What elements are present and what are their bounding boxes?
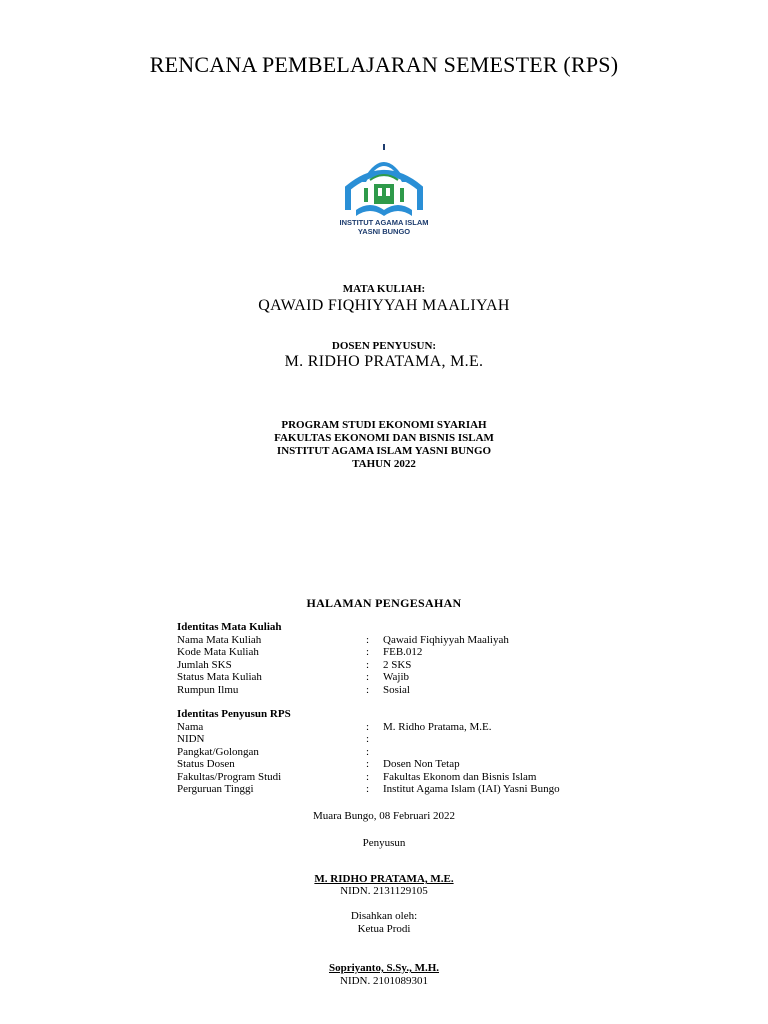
identity-row-separator: : <box>366 671 370 683</box>
identity-row-value: Wajib <box>383 671 409 683</box>
approver-name: Sopriyanto, S.Sy., M.H. <box>328 962 440 974</box>
document-title: RENCANA PEMBELAJARAN SEMESTER (RPS) <box>149 52 619 77</box>
place-and-date: Muara Bungo, 08 Februari 2022 <box>312 810 456 822</box>
identity-row <box>177 659 597 672</box>
approver-nidn: NIDN. 2101089301 <box>340 975 428 987</box>
identity-row-label: Perguruan Tinggi <box>177 783 254 795</box>
identity-row-label: Kode Mata Kuliah <box>177 646 259 658</box>
drafter-name: M. RIDHO PRATAMA, M.E. <box>314 873 454 885</box>
identity-row-value: Qawaid Fiqhiyyah Maaliyah <box>383 633 509 646</box>
identity-row <box>177 671 597 684</box>
identity-row-separator: : <box>366 633 370 646</box>
lecturer-label: DOSEN PENYUSUN: <box>331 340 437 352</box>
identity-row-value: FEB.012 <box>383 646 423 658</box>
author-identity-heading: Identitas Penyusun RPS <box>177 708 291 720</box>
identity-row <box>177 684 597 697</box>
drafter-role: Penyusun <box>362 837 406 849</box>
study-program: PROGRAM STUDI EKONOMI SYARIAH <box>281 419 487 431</box>
identity-row-separator: : <box>366 758 370 770</box>
identity-row-label: Status Dosen <box>177 758 235 770</box>
drafter-nidn: NIDN. 2131129105 <box>340 885 428 897</box>
identity-row-separator: : <box>366 745 370 758</box>
institution-logo <box>334 140 434 240</box>
logo-text-line-2: YASNI BUNGO <box>357 227 411 236</box>
identity-row-value: 2 SKS <box>383 658 412 671</box>
identity-row <box>177 771 597 784</box>
identity-row-separator: : <box>366 770 370 783</box>
identity-row-separator: : <box>366 646 370 658</box>
identity-row-label: Rumpun Ilmu <box>177 683 239 696</box>
identity-row-label: NIDN <box>177 733 205 745</box>
course-name: QAWAID FIQHIYYAH MAALIYAH <box>258 297 510 314</box>
author-identity-section <box>177 708 597 796</box>
identity-row-value: Dosen Non Tetap <box>383 758 460 770</box>
identity-row-separator: : <box>366 783 370 795</box>
institution-block <box>0 419 768 471</box>
course-identity-section <box>177 621 597 696</box>
identity-row <box>177 733 597 746</box>
identity-row <box>177 758 597 771</box>
approver-role: Ketua Prodi <box>357 923 411 935</box>
identity-row <box>177 721 597 734</box>
identity-row-label: Nama <box>177 720 204 733</box>
identity-row-value: Fakultas Ekonom dan Bisnis Islam <box>383 770 537 783</box>
approved-by-label: Disahkan oleh: <box>350 910 418 922</box>
lecturer-name: M. RIDHO PRATAMA, M.E. <box>284 353 484 370</box>
identity-row-separator: : <box>366 720 370 733</box>
identity-row-value: Institut Agama Islam (IAI) Yasni Bungo <box>383 783 560 795</box>
identity-row-label: Status Mata Kuliah <box>177 671 262 683</box>
identity-row-label: Fakultas/Program Studi <box>177 770 282 783</box>
year: TAHUN 2022 <box>352 458 416 470</box>
identity-row <box>177 746 597 759</box>
identity-row-separator: : <box>366 683 370 696</box>
identity-row-label: Nama Mata Kuliah <box>177 633 262 646</box>
identity-row <box>177 634 597 647</box>
course-label: MATA KULIAH: <box>342 283 426 295</box>
identity-row <box>177 783 597 796</box>
identity-row-value: M. Ridho Pratama, M.E. <box>383 720 492 733</box>
identity-row-label: Pangkat/Golongan <box>177 745 259 758</box>
identity-row-label: Jumlah SKS <box>177 658 232 671</box>
identity-row <box>177 646 597 659</box>
identity-row-value: Sosial <box>383 683 410 696</box>
approval-page-title: HALAMAN PENGESAHAN <box>306 596 462 610</box>
faculty: FAKULTAS EKONOMI DAN BISNIS ISLAM <box>274 432 494 444</box>
course-identity-heading: Identitas Mata Kuliah <box>177 621 282 633</box>
identity-row-separator: : <box>366 658 370 671</box>
identity-row-separator: : <box>366 733 370 745</box>
institution-name: INSTITUT AGAMA ISLAM YASNI BUNGO <box>276 445 492 457</box>
logo-text-line-1: INSTITUT AGAMA ISLAM <box>339 218 429 227</box>
